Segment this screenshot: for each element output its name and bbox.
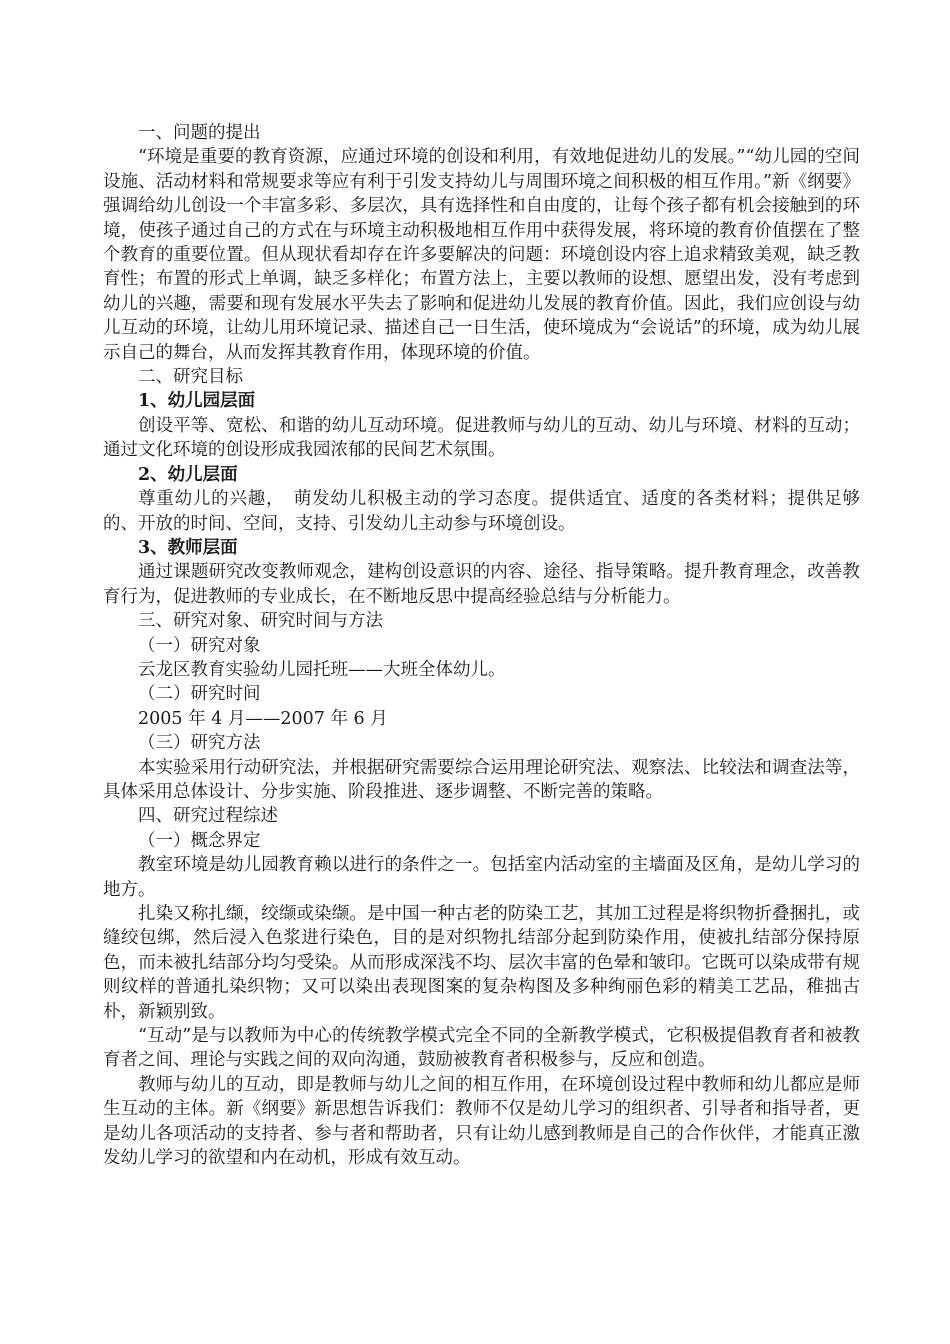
document-body — [103, 121, 860, 1170]
subheading-kindergarten-level: 1、幼儿园层面 — [138, 391, 256, 412]
section-heading-process: 四、研究过程综述 — [138, 806, 278, 827]
subheading-research-time: （二）研究时间 — [138, 684, 261, 705]
paragraph-child-level: 尊重幼儿的兴趣， 萌发幼儿积极主动的学习态度。提供适宜、适度的各类材料；提供足够的、开放的时间、空间，支持、引发幼儿主动参与环境创设。 — [103, 489, 860, 534]
paragraph-tie-dye: 扎染又称扎缬，绞缬或染缬。是中国一种古老的防染工艺，其加工过程是将织物折叠捆扎，或缝绞包绑，然后浸入色浆进行染色，目的是对织物扎结部分起到防染作用，使被扎结部分保持原色，而未被扎结部分均匀受染。从而形成深浅不均、层次丰富的色晕和皱印。它既可以染成带有规则纹样的普通扎染织物；又可以染出表现图案的复杂构图及多种绚丽色彩的精美工艺品，稚拙古朴，新颖别致。 — [103, 904, 860, 1022]
paragraph-classroom-environment: 教室环境是幼儿园教育赖以进行的条件之一。包括室内活动室的主墙面及区角，是幼儿学习的地方。 — [103, 855, 860, 900]
paragraph-kindergarten-level: 创设平等、宽松、和谐的幼儿互动环境。促进教师与幼儿的互动、幼儿与环境、材料的互动；通过文化环境的创设形成我园浓郁的民间艺术氛围。 — [103, 415, 860, 461]
paragraph-interaction: “互动”是与以教师为中心的传统教学模式完全不同的全新教学模式，它积极提倡教育者和被教育者之间、理论与实践之间的双向沟通，鼓励被教育者积极参与，反应和创造。 — [103, 1026, 860, 1071]
subheading-child-level: 2、幼儿层面 — [138, 464, 238, 485]
paragraph-research-method: 本实验采用行动研究法，并根据研究需要综合运用理论研究法、观察法、比较法和调查法等，具体采用总体设计、分步实施、阶段推进、逐步调整、不断完善的策略。 — [103, 757, 860, 802]
paragraph-problem: “环境是重要的教育资源，应通过环境的创设和利用，有效地促进幼儿的发展。”“幼儿园的空间设施、活动材料和常规要求等应有利于引发支持幼儿与周围环境之间积极的相互作用。”新《纲要》强调给幼儿创设一个丰富多彩、多层次，具有选择性和自由度的，让每个孩子都有机会接触到的环境，使孩子通过自己的方式在与环境主动积极地相互作用中获得发展，将环境的教育价值摆在了整个教育的重要位置。但从现状看却存在许多要解决的问题：环境创设内容上追求精致美观，缺乏教育性；布置的形式上单调，缺乏多样化；布置方法上，主要以教师的设想、愿望出发，没有考虑到幼儿的兴趣，需要和现有发展水平失去了影响和促进幼儿发展的教育价值。因此，我们应创设与幼儿互动的环境，让幼儿用环境记录、描述自己一日生活，使环境成为“会说话”的环境，成为幼儿展示自己的舞台，从而发挥其教育作用，体现环境的价值。 — [103, 147, 860, 363]
subheading-research-method: （三）研究方法 — [138, 733, 261, 754]
subheading-teacher-level: 3、教师层面 — [138, 537, 238, 558]
section-heading-goals: 二、研究目标 — [138, 367, 243, 388]
text-research-time: 2005 年 4 月——2007 年 6 月 — [138, 708, 388, 729]
paragraph-teacher-level: 通过课题研究改变教师观念，建构创设意识的内容、途径、指导策略。提升教育理念，改善教育行为，促进教师的专业成长，在不断地反思中提高经验总结与分析能力。 — [103, 562, 860, 607]
subheading-research-subject: （一）研究对象 — [138, 635, 261, 656]
text-research-subject: 云龙区教育实验幼儿园托班——大班全体幼儿。 — [138, 659, 506, 680]
paragraph-teacher-child-interaction: 教师与幼儿的互动，即是教师与幼儿之间的相互作用，在环境创设过程中教师和幼儿都应是师生互动的主体。新《纲要》新思想告诉我们：教师不仅是幼儿学习的组织者、引导者和指导者，更是幼儿各项活动的支持者、参与者和帮助者，只有让幼儿感到教师是自己的合作伙伴，才能真正激发幼儿学习的欲望和内在动机，形成有效互动。 — [103, 1074, 860, 1169]
section-heading-problem: 一、问题的提出 — [138, 123, 261, 143]
subheading-concept-definition: （一）概念界定 — [138, 830, 261, 851]
section-heading-subjects: 三、研究对象、研究时间与方法 — [138, 611, 383, 632]
